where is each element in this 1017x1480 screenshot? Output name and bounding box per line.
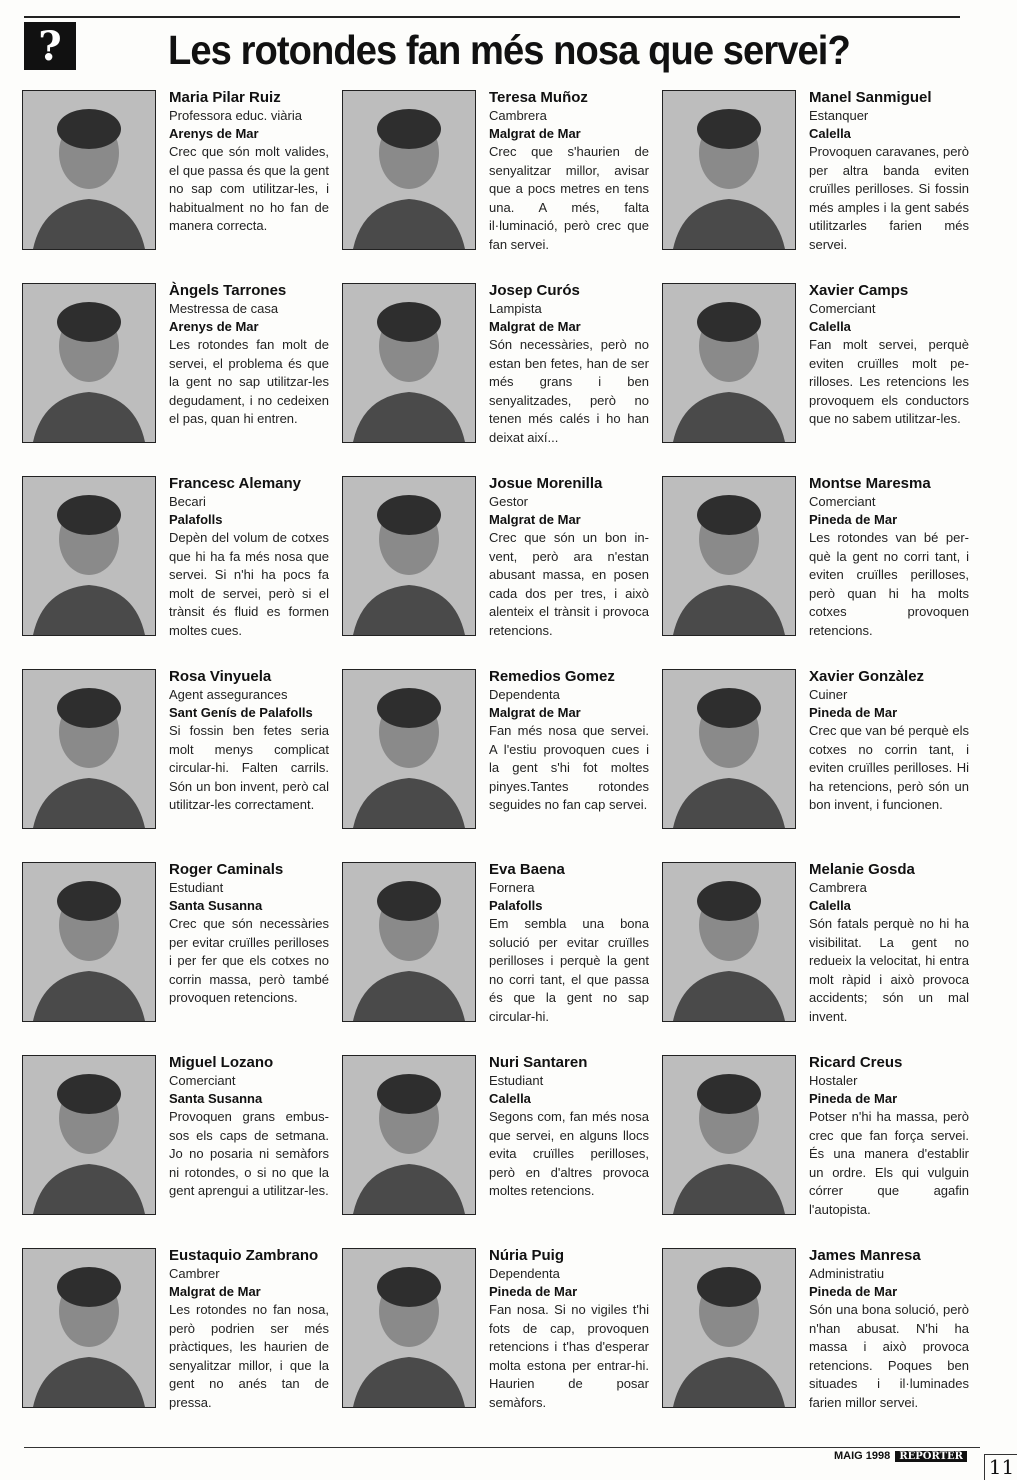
person-quote: Fan més nosa que servei. A l'estiu provoquen cues i la gent s'hi fot moltes pinyes.Tantes rotondes seguides no fan cap servei. bbox=[489, 723, 649, 812]
person-town: Malgrat de Mar bbox=[489, 705, 581, 720]
person-name: Eva Baena bbox=[489, 861, 565, 878]
portrait-photo bbox=[662, 1248, 796, 1408]
person-town: Calella bbox=[489, 1091, 531, 1106]
person-name: Nuri Santaren bbox=[489, 1054, 588, 1071]
person-occupation: Cambrera bbox=[489, 108, 547, 123]
interview-card bbox=[662, 860, 982, 1050]
interview-card bbox=[22, 88, 342, 278]
portrait-photo bbox=[342, 862, 476, 1022]
portrait-photo bbox=[22, 476, 156, 636]
footer-brand-logo: REPORTER bbox=[895, 1451, 967, 1462]
person-occupation: Cambrer bbox=[169, 1266, 220, 1281]
interview-card bbox=[22, 1246, 342, 1436]
interview-card bbox=[342, 860, 662, 1050]
person-occupation: Mestressa de casa bbox=[169, 301, 279, 316]
person-name: Montse Maresma bbox=[809, 475, 931, 492]
interview-card bbox=[662, 667, 982, 857]
person-quote: Em sembla una bona solució per evitar cruïlles perilloses i perquè la gent no corri tant, el que passa és que la gent no sap circular-hi. bbox=[489, 916, 649, 1024]
interview-text bbox=[169, 1053, 329, 1201]
person-occupation: Lampista bbox=[489, 301, 542, 316]
person-quote: Depèn del volum de cotxes que hi ha fa més nosa que servei. Si n'hi ha pocs fa molt de servei, però si el trànsit és fluid es formen moltes cues. bbox=[169, 530, 329, 638]
interview-text bbox=[169, 667, 329, 815]
person-name: Teresa Muñoz bbox=[489, 89, 588, 106]
person-name: Xavier Gonzàlez bbox=[809, 668, 925, 685]
person-quote: Provoquen caravanes, però per altra banda eviten cruïlles perilloses. Si fossin més amples i la gent sabés utilitzarles farien més servei. bbox=[809, 144, 969, 252]
person-occupation: Dependenta bbox=[489, 1266, 560, 1281]
person-name: Josue Morenilla bbox=[489, 475, 603, 492]
person-name: Miguel Lozano bbox=[169, 1054, 274, 1071]
person-town: Santa Susanna bbox=[169, 1091, 263, 1106]
portrait-photo bbox=[662, 862, 796, 1022]
person-town: Santa Susanna bbox=[169, 898, 263, 913]
person-name: Remedios Gomez bbox=[489, 668, 615, 685]
interview-card bbox=[342, 667, 662, 857]
person-occupation: Cuiner bbox=[809, 687, 848, 702]
person-quote: Fan nosa. Si no vigiles t'hi fots de cap, provoquen retencions i t'has d'esperar molta estona per entrar-hi. Haurien de posar semàfors. bbox=[489, 1302, 649, 1410]
person-occupation: Comerciant bbox=[169, 1073, 236, 1088]
portrait-photo bbox=[662, 1055, 796, 1215]
person-occupation: Becari bbox=[169, 494, 206, 509]
person-quote: Potser n'hi ha massa, però crec que fan força servei. És una manera d'establir un ordre. Els qui vulguin córrer que agafin l'autopista. bbox=[809, 1109, 969, 1217]
person-occupation: Gestor bbox=[489, 494, 529, 509]
page-title: Les rotondes fan més nosa que servei? bbox=[168, 27, 850, 73]
person-town: Pineda de Mar bbox=[809, 1091, 898, 1106]
interview-card bbox=[22, 860, 342, 1050]
person-quote: Són necessàries, però no estan ben fetes, han de ser més grans i ben senyalitzades, però no tenen més calés i ho han deixat així... bbox=[489, 337, 649, 445]
portrait-photo bbox=[662, 476, 796, 636]
interview-text bbox=[809, 1246, 969, 1412]
person-quote: Crec que s'haurien de senyalitzar millor, avisar que a pocs metres en tens una. A més, falta il·luminació, però crec que fan servei. bbox=[489, 144, 649, 252]
portrait-photo bbox=[22, 1055, 156, 1215]
person-town: Malgrat de Mar bbox=[489, 126, 581, 141]
interview-text bbox=[489, 1246, 649, 1412]
person-town: Arenys de Mar bbox=[169, 126, 259, 141]
person-occupation: Professora educ. viària bbox=[169, 108, 302, 123]
interview-card bbox=[342, 1246, 662, 1436]
person-quote: Les rotondes van bé perquè la gent no corri tant, i eviten cruïlles perilloses, però quan hi ha molts cotxes provoquen retencions. bbox=[809, 530, 969, 638]
person-town: Arenys de Mar bbox=[169, 319, 259, 334]
portrait-photo bbox=[22, 669, 156, 829]
interview-text bbox=[489, 88, 649, 254]
person-name: Melanie Gosda bbox=[809, 861, 915, 878]
person-quote: Les rotondes fan molt de servei, el problema és que la gent no sap utilitzar-les degudament, i no cedeixen el pas, quan hi entren. bbox=[169, 337, 329, 426]
interview-card bbox=[662, 88, 982, 278]
person-quote: Crec que van bé perquè els cotxes no corrin tant, i eviten cruïlles perilloses. Hi ha retencions, però són un bon invent, i funcionen. bbox=[809, 723, 969, 812]
top-rule bbox=[24, 16, 960, 18]
interview-text bbox=[169, 860, 329, 1008]
interview-text bbox=[489, 860, 649, 1026]
person-town: Palafolls bbox=[489, 898, 543, 913]
person-occupation: Estanquer bbox=[809, 108, 869, 123]
person-name: Maria Pilar Ruiz bbox=[169, 89, 281, 106]
portrait-photo bbox=[662, 669, 796, 829]
person-town: Malgrat de Mar bbox=[169, 1284, 261, 1299]
person-occupation: Cambrera bbox=[809, 880, 867, 895]
person-name: Ricard Creus bbox=[809, 1054, 903, 1071]
person-name: Rosa Vinyuela bbox=[169, 668, 272, 685]
interview-text bbox=[489, 281, 649, 447]
interview-card bbox=[22, 281, 342, 471]
person-name: Xavier Camps bbox=[809, 282, 909, 299]
person-quote: Crec que són necessàries per evitar cruïlles perilloses i per fer que els cotxes no corrin massa, però també provoquen retencions. bbox=[169, 916, 329, 1005]
interview-card bbox=[662, 1246, 982, 1436]
portrait-photo bbox=[342, 1248, 476, 1408]
person-occupation: Comerciant bbox=[809, 494, 876, 509]
interview-text bbox=[489, 667, 649, 815]
interview-text bbox=[809, 88, 969, 254]
footer-date: MAIG 1998 bbox=[834, 1450, 891, 1462]
person-quote: Les rotondes no fan nosa, però podrien ser més pràctiques, les haurien de senyalitzar millor, i que la gent no anés tan de pressa. bbox=[169, 1302, 329, 1410]
portrait-photo bbox=[22, 90, 156, 250]
interview-card bbox=[342, 88, 662, 278]
person-town: Pineda de Mar bbox=[809, 705, 898, 720]
person-name: Roger Caminals bbox=[169, 861, 284, 878]
portrait-photo bbox=[22, 1248, 156, 1408]
interview-grid bbox=[22, 88, 972, 1428]
interview-card bbox=[22, 667, 342, 857]
person-quote: Són una bona solució, però n'han abusat. N'hi ha massa i això provoca retencions. Poques ben situades i il·luminades farien millor servei. bbox=[809, 1302, 969, 1410]
person-quote: Si fossin ben fetes seria molt menys complicat circular-hi. Falten carrils. Són un bon invent, però cal utilitzar-les correctament. bbox=[169, 723, 329, 812]
portrait-photo bbox=[662, 283, 796, 443]
person-town: Pineda de Mar bbox=[809, 1284, 898, 1299]
person-occupation: Hostaler bbox=[809, 1073, 858, 1088]
interview-text bbox=[169, 281, 329, 429]
person-quote: Són fatals perquè no hi ha visibilitat. La gent no redueix la velocitat, hi entra molt ràpid i això provoca accidents; són un mal invent. bbox=[809, 916, 969, 1024]
interview-text bbox=[809, 1053, 969, 1219]
person-quote: Segons com, fan més nosa que servei, en alguns llocs evita cruïlles perilloses, però en d'altres provoca moltes retencions. bbox=[489, 1109, 649, 1198]
portrait-photo bbox=[22, 283, 156, 443]
person-name: James Manresa bbox=[809, 1247, 921, 1264]
interview-text bbox=[169, 474, 329, 640]
interview-text bbox=[809, 474, 969, 640]
portrait-photo bbox=[662, 90, 796, 250]
interview-text bbox=[809, 667, 969, 815]
portrait-photo bbox=[342, 1055, 476, 1215]
interview-text bbox=[169, 88, 329, 236]
interview-text bbox=[809, 860, 969, 1026]
person-occupation: Comerciant bbox=[809, 301, 876, 316]
footer bbox=[834, 1448, 967, 1464]
person-town: Malgrat de Mar bbox=[489, 319, 581, 334]
person-town: Malgrat de Mar bbox=[489, 512, 581, 527]
interview-card bbox=[342, 1053, 662, 1243]
person-quote: Crec que són molt valides, el que passa és que la gent no sap com utilitzar-les, i habitualment no ho fan de manera correcta. bbox=[169, 144, 329, 233]
interview-card bbox=[22, 1053, 342, 1243]
portrait-photo bbox=[342, 476, 476, 636]
portrait-photo bbox=[342, 283, 476, 443]
portrait-photo bbox=[22, 862, 156, 1022]
person-town: Calella bbox=[809, 126, 851, 141]
interview-card bbox=[662, 1053, 982, 1243]
person-town: Pineda de Mar bbox=[809, 512, 898, 527]
person-name: Núria Puig bbox=[489, 1247, 565, 1264]
interview-card bbox=[342, 281, 662, 471]
interview-text bbox=[169, 1246, 329, 1412]
interview-card bbox=[662, 281, 982, 471]
interview-card bbox=[22, 474, 342, 664]
page-number: 11 bbox=[984, 1454, 1017, 1480]
person-name: Eustaquio Zambrano bbox=[169, 1247, 319, 1264]
person-occupation: Agent assegurances bbox=[169, 687, 288, 702]
person-name: Manel Sanmiguel bbox=[809, 89, 932, 106]
person-name: Francesc Alemany bbox=[169, 475, 302, 492]
question-mark-logo: ? bbox=[24, 22, 76, 70]
person-name: Àngels Tarrones bbox=[169, 282, 287, 299]
person-occupation: Administratiu bbox=[809, 1266, 885, 1281]
interview-text bbox=[489, 474, 649, 640]
person-quote: Crec que són un bon invent, però ara n'estan abusant massa, en posen cada dos per tres, i això alenteix el trànsit i provoca retencions. bbox=[489, 530, 649, 638]
person-town: Calella bbox=[809, 898, 851, 913]
person-town: Pineda de Mar bbox=[489, 1284, 578, 1299]
interview-text bbox=[809, 281, 969, 429]
person-occupation: Dependenta bbox=[489, 687, 560, 702]
person-name: Josep Curós bbox=[489, 282, 580, 299]
interview-card bbox=[342, 474, 662, 664]
person-quote: Provoquen grans embussos els caps de setmana. Jo no posaria ni semàfors ni rotondes, o si no que la gent aprengui a utilitzar-les. bbox=[169, 1109, 329, 1198]
person-town: Calella bbox=[809, 319, 851, 334]
person-quote: Fan molt servei, perquè eviten cruïlles molt perilloses. Les retencions les provoquem els conductors que no sabem utilitzar-les. bbox=[809, 337, 969, 426]
interview-card bbox=[662, 474, 982, 664]
interview-text bbox=[489, 1053, 649, 1201]
portrait-photo bbox=[342, 669, 476, 829]
person-occupation: Fornera bbox=[489, 880, 535, 895]
person-town: Palafolls bbox=[169, 512, 223, 527]
person-occupation: Estudiant bbox=[169, 880, 224, 895]
person-town: Sant Genís de Palafolls bbox=[169, 705, 313, 720]
portrait-photo bbox=[342, 90, 476, 250]
person-occupation: Estudiant bbox=[489, 1073, 544, 1088]
